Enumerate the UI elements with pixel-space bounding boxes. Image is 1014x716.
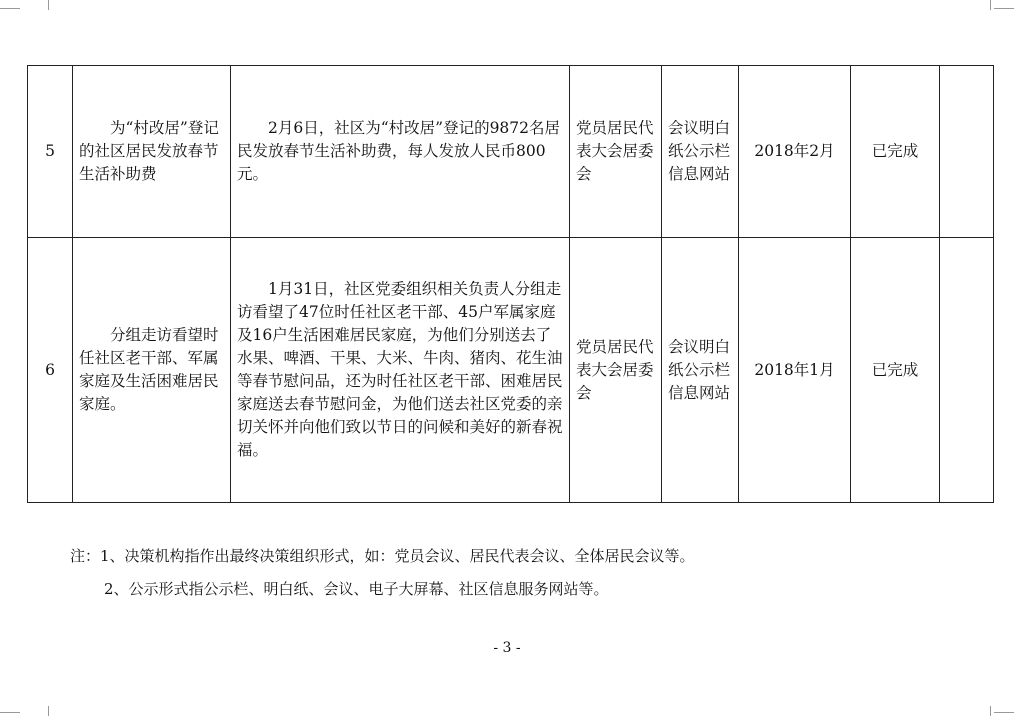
date-cell: 2018年2月: [739, 66, 851, 238]
row-number: 5: [28, 66, 73, 238]
crop-mark: [48, 706, 49, 716]
publicity-cell: 会议明白纸公示栏信息网站: [662, 238, 739, 503]
crop-mark: [990, 0, 991, 10]
status-cell: 已完成: [851, 238, 940, 503]
notes: [70, 540, 990, 606]
table-row: [28, 66, 994, 238]
note-line-2: 2、公示形式指公示栏、明白纸、会议、电子大屏幕、社区信息服务网站等。: [104, 580, 609, 598]
remark-cell: [940, 238, 994, 503]
content-cell: [231, 238, 570, 503]
page-number: - 3 -: [493, 640, 521, 656]
crop-mark: [990, 706, 991, 716]
publicity-cell: 会议明白纸公示栏信息网站: [662, 66, 739, 238]
crop-mark: [994, 712, 1014, 713]
item-text: 为“村改居”登记的社区居民发放春节生活补助费: [79, 119, 219, 183]
crop-mark: [48, 0, 49, 10]
remark-cell: [940, 66, 994, 238]
item-cell: [73, 238, 231, 503]
table-row: [28, 238, 994, 503]
note-line-1: 注：1、决策机构指作出最终决策组织形式，如：党员会议、居民代表会议、全体居民会议等。: [70, 547, 695, 565]
decision-table: [27, 65, 994, 503]
item-cell: [73, 66, 231, 238]
content-cell: [231, 66, 570, 238]
content-text: 2月6日，社区为“村改居”登记的9872名居民发放春节生活补助费，每人发放人民币800元。: [237, 119, 561, 183]
crop-mark: [0, 8, 20, 9]
row-number: 6: [28, 238, 73, 503]
item-text: 分组走访看望时任社区老干部、军属家庭及生活困难居民家庭。: [79, 326, 219, 413]
organ-cell: 党员居民代表大会居委会: [570, 238, 662, 503]
status-cell: 已完成: [851, 66, 940, 238]
crop-mark: [0, 712, 20, 713]
crop-mark: [994, 8, 1014, 9]
organ-cell: 党员居民代表大会居委会: [570, 66, 662, 238]
date-cell: 2018年1月: [739, 238, 851, 503]
content-text: 1月31日，社区党委组织相关负责人分组走访看望了47位时任社区老干部、45户军属家庭及16户生活困难居民家庭，为他们分别送去了水果、啤酒、干果、大米、牛肉、猪肉、花生油等春节慰问品，还为时任社区老干部、困难居民家庭送去春节慰问金，为他们送去社区党委的亲切关怀并向他们致以节日的问候和美好的新春祝福。: [237, 280, 563, 459]
